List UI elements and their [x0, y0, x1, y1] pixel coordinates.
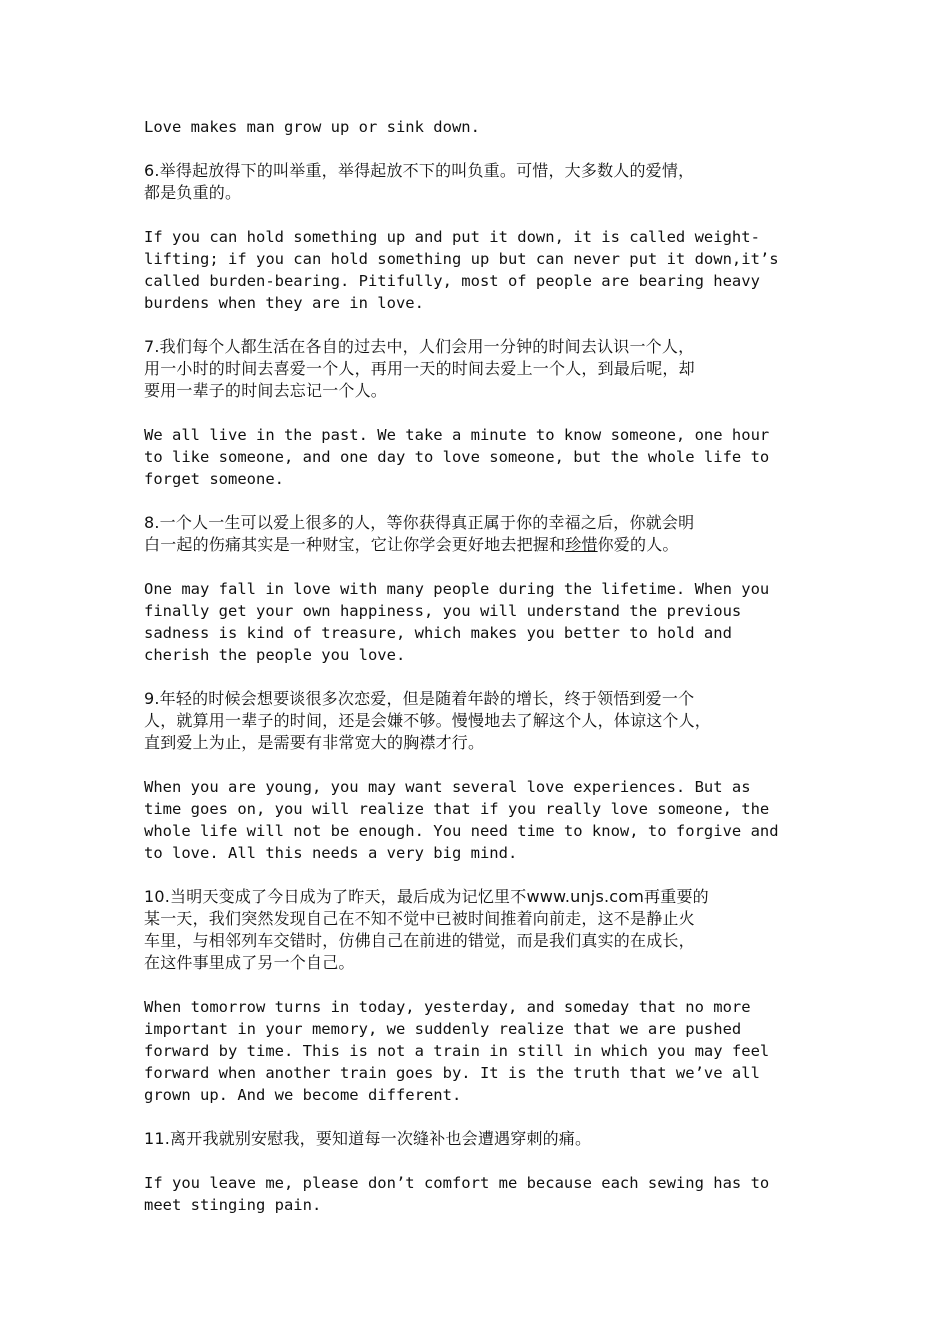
text-line: 要用一辈子的时间去忘记一个人。 — [144, 381, 388, 400]
text-line: meet stinging pain. — [144, 1196, 322, 1214]
text-line: If you leave me, please don’t comfort me because each sewing has to — [144, 1174, 770, 1192]
text-line: If you can hold something up and put it down, it is called weight- — [144, 228, 760, 246]
paragraph-8-english — [144, 578, 814, 666]
text-line: When you are young, you may want several love experiences. But as — [144, 778, 751, 796]
document-page — [144, 116, 814, 1216]
paragraph-7-chinese — [144, 336, 814, 402]
text-line: 10.当明天变成了今日成为了昨天，最后成为记忆里不www.unjs.com再重要的 — [144, 887, 709, 906]
paragraph-11-english — [144, 1172, 814, 1216]
text-line: 6.举得起放得下的叫举重，举得起放不下的叫负重。可惜，大多数人的爱情， — [144, 161, 695, 180]
text-line: forget someone. — [144, 470, 284, 488]
text-line: 人，就算用一辈子的时间，还是会嫌不够。慢慢地去了解这个人，体谅这个人， — [144, 711, 712, 730]
text-line: 都是负重的。 — [144, 183, 242, 202]
text-segment: 你爱的人。 — [597, 535, 679, 554]
paragraph-9-chinese — [144, 688, 814, 754]
text-line: 车里，与相邻列车交错时，仿佛自己在前进的错觉，而是我们真实的在成长， — [144, 931, 695, 950]
text-line: 7.我们每个人都生活在各自的过去中，人们会用一分钟的时间去认识一个人， — [144, 337, 695, 356]
paragraph-8-chinese — [144, 512, 814, 556]
paragraph-10-chinese — [144, 886, 814, 974]
text-line: One may fall in love with many people during the lifetime. When you — [144, 580, 770, 598]
paragraph-11-chinese — [144, 1128, 814, 1150]
paragraph-7-english — [144, 424, 814, 490]
text-line: whole life will not be enough. You need time to know, to forgive and — [144, 822, 779, 840]
text-line: 用一小时的时间去喜爱一个人，再用一天的时间去爱上一个人，到最后呢，却 — [144, 359, 695, 378]
text-line: 9.年轻的时候会想要谈很多次恋爱，但是随着年龄的增长，终于领悟到爱一个 — [144, 689, 695, 708]
text-line: 直到爱上为止，是需要有非常宽大的胸襟才行。 — [144, 733, 485, 752]
cherish-link[interactable]: 珍惜 — [565, 535, 598, 554]
text-line: finally get your own happiness, you will understand the previous — [144, 602, 742, 620]
paragraph-9-english — [144, 776, 814, 864]
text-line: to like someone, and one day to love someone, but the whole life to — [144, 448, 770, 466]
text-segment: 白一起的伤痛其实是一种财宝，它让你学会更好地去把握和 — [144, 535, 566, 554]
text-line: to love. All this needs a very big mind. — [144, 844, 518, 862]
text-line: cherish the people you love. — [144, 646, 406, 664]
text-line: 8.一个人一生可以爱上很多的人，等你获得真正属于你的幸福之后，你就会明 — [144, 513, 695, 532]
text-line — [144, 534, 814, 556]
text-line: 11.离开我就别安慰我，要知道每一次缝补也会遭遇穿刺的痛。 — [144, 1129, 592, 1148]
text-line: grown up. And we become different. — [144, 1086, 462, 1104]
text-line: called burden-bearing. Pitifully, most of people are bearing heavy — [144, 272, 760, 290]
paragraph-10-english — [144, 996, 814, 1106]
text-line: sadness is kind of treasure, which makes you better to hold and — [144, 624, 732, 642]
text-line: forward when another train goes by. It is the truth that we’ve all — [144, 1064, 760, 1082]
text-line: We all live in the past. We take a minute to know someone, one hour — [144, 426, 770, 444]
text-line: burdens when they are in love. — [144, 294, 424, 312]
text-line: forward by time. This is not a train in still in which you may feel — [144, 1042, 770, 1060]
text-line: time goes on, you will realize that if you really love someone, the — [144, 800, 770, 818]
text-line: important in your memory, we suddenly realize that we are pushed — [144, 1020, 742, 1038]
text-line: 某一天，我们突然发现自己在不知不觉中已被时间推着向前走，这不是静止火 — [144, 909, 695, 928]
text-line: lifting; if you can hold something up but can never put it down,it’s — [144, 250, 779, 268]
text-line: 在这件事里成了另一个自己。 — [144, 953, 355, 972]
text-line: Love makes man grow up or sink down. — [144, 118, 480, 136]
paragraph-6-english — [144, 226, 814, 314]
text-line: When tomorrow turns in today, yesterday, and someday that no more — [144, 998, 751, 1016]
paragraph-6-chinese — [144, 160, 814, 204]
